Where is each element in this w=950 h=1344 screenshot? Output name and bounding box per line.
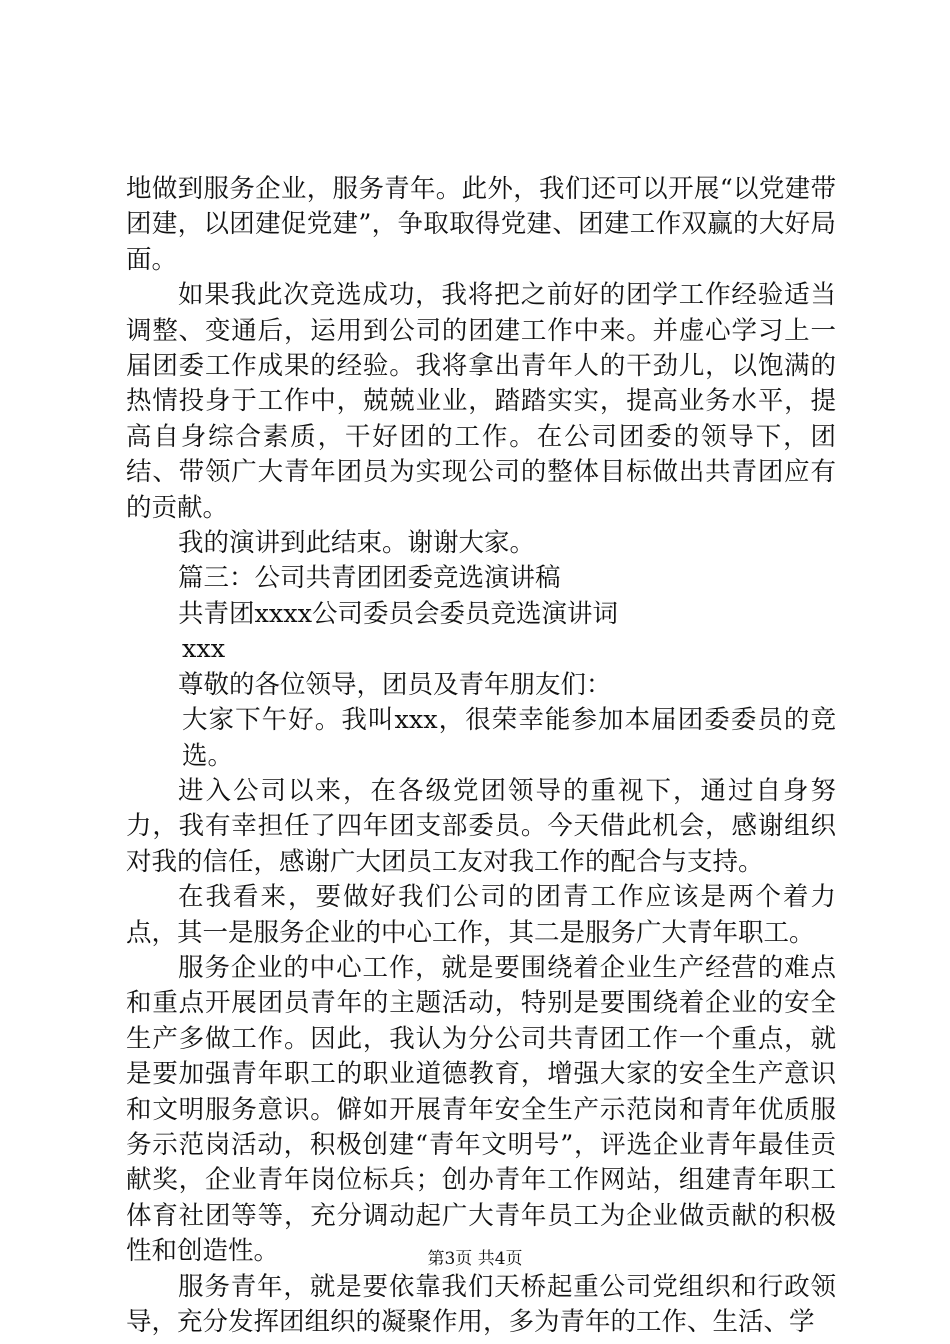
paragraph-focus-points: 在我看来，要做好我们公司的团青工作应该是两个着力点，其一是服务企业的中心工作，其二是服务广大青年职工。 — [126, 882, 836, 948]
section-title: 篇三：公司共青团团委竞选演讲稿 — [178, 563, 561, 594]
speech-title: 共青团xxxx公司委员会委员竞选演讲词 — [178, 598, 619, 629]
speaker-name: xxx — [182, 634, 226, 665]
paragraph-continuation: 地做到服务企业，服务青年。此外，我们还可以开展“以党建带团建，以团建促党建”，争取取得党建、团建工作双赢的大好局面。 — [126, 174, 836, 275]
paragraph-background: 进入公司以来，在各级党团领导的重视下，通过自身努力，我有幸担任了四年团支部委员。今天借此机会，感谢组织对我的信任，感谢广大团员工友对我工作的配合与支持。 — [126, 775, 836, 877]
paragraph-serve-enterprise: 服务企业的中心工作，就是要围绕着企业生产经营的难点和重点开展团员青年的主题活动，特别是要围绕着企业的安全生产多做工作。因此，我认为分公司共青团工作一个重点，就是要加强青年职工的职业道德教育，增强大家的安全生产意识和文明服务意识。僻如开展青年安全生产示范岗和青年优质服务示范岗活动，积极创建“青年文明号”，评选企业青年最佳贡献奖，企业青年岗位标兵；创办青年工作网站，组建青年职工体育社团等等，充分调动起广大青年员工为企业做贡献的积极性和创造性。 — [126, 952, 836, 1267]
paragraph-serve-youth: 服务青年，就是要依靠我们天桥起重公司党组织和行政领导，充分发挥团组织的凝聚作用，多为青年的工作、生活、学 — [126, 1271, 836, 1337]
page-footer: 第3页 共4页 — [427, 1249, 523, 1269]
paragraph-campaign-plan: 如果我此次竞选成功，我将把之前好的团学工作经验适当调整、变通后，运用到公司的团建工作中来。并虚心学习上一届团委工作成果的经验。我将拿出青年人的干劲儿，以饱满的热情投身于工作中，兢兢业业，踏踏实实，提高业务水平，提高自身综合素质，干好团的工作。在公司团委的领导下，团结、带领广大青年团员为实现公司的整体目标做出共青团应有的贡献。 — [126, 280, 836, 523]
paragraph-greeting: 大家下午好。我叫xxx，很荣幸能参加本届团委委员的竞选。 — [182, 705, 836, 771]
paragraph-closing: 我的演讲到此结束。谢谢大家。 — [178, 528, 536, 559]
document-body — [126, 172, 836, 1340]
salutation: 尊敬的各位领导，团员及青年朋友们： — [178, 669, 612, 700]
